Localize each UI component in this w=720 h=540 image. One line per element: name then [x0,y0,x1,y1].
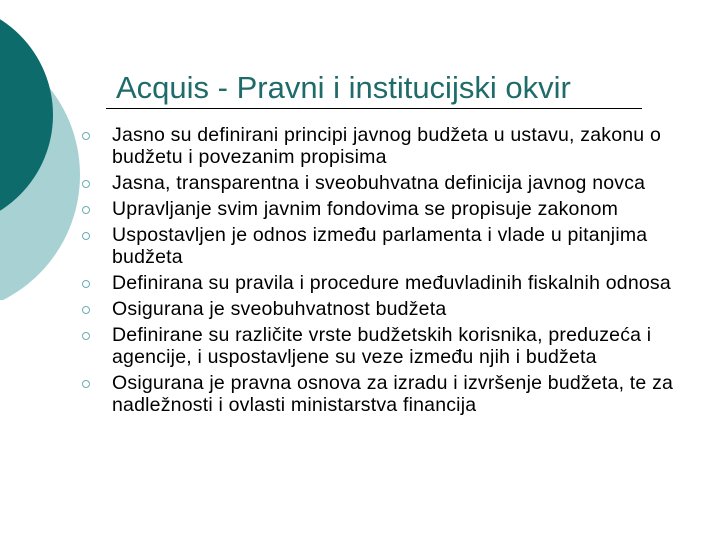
bullet-text: Upravljanje svim javnim fondovima se propisuje zakonom [112,198,619,220]
bullet-text: Osigurana je sveobuhvatnost budžeta [112,298,447,320]
hollow-circle-bullet-icon [82,332,90,340]
hollow-circle-bullet-icon [82,306,90,314]
list-item [82,372,718,416]
bullet-text: Definirana su pravila i procedure međuvladinih fiskalnih odnosa [112,272,671,294]
bullet-list [82,124,718,420]
hollow-circle-bullet-icon [82,232,90,240]
hollow-circle-bullet-icon [82,380,90,388]
bullet-text: Osigurana je pravna osnova za izradu i izvršenje budžeta, te za nadležnosti i ovlasti ministarstva financija [112,372,674,416]
list-item [82,324,718,368]
hollow-circle-bullet-icon [82,206,90,214]
bullet-text: Definirane su različite vrste budžetskih korisnika, preduzeća i agencije, i uspostavljene su veze između njih i budžeta [112,324,652,368]
slide-title: Acquis - Pravni i institucijski okvir [116,70,571,105]
bullet-text: Jasno su definirani principi javnog budžeta u ustavu, zakonu o budžetu i povezanim propisima [112,124,661,168]
bullet-text: Uspostavljen je odnos između parlamenta i vlade u pitanjima budžeta [112,224,648,268]
hollow-circle-bullet-icon [82,132,90,140]
decorative-circles [0,0,90,300]
list-item [82,224,718,268]
title-underline [106,108,642,109]
bullet-text: Jasna, transparentna i sveobuhvatna definicija javnog novca [112,172,646,194]
list-item [82,198,718,220]
list-item [82,172,718,194]
hollow-circle-bullet-icon [82,280,90,288]
hollow-circle-bullet-icon [82,180,90,188]
list-item [82,298,718,320]
list-item [82,124,718,168]
list-item [82,272,718,294]
